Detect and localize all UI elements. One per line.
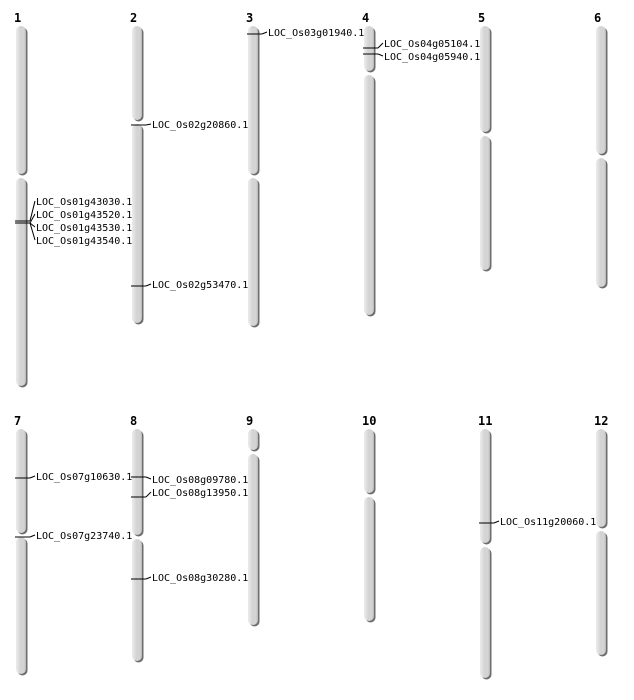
- gene-label: LOC_Os02g53470.1: [152, 280, 249, 291]
- gene-label: LOC_Os01g43530.1: [36, 223, 133, 234]
- gene-label: LOC_Os01g43030.1: [36, 197, 133, 208]
- chromosome-10-p-arm: [364, 429, 374, 493]
- gene-label: LOC_Os04g05940.1: [384, 52, 481, 63]
- chromosome-9-p-arm: [248, 429, 258, 450]
- gene-leader-line: [30, 535, 35, 537]
- chromosome-label-6: 6: [594, 11, 602, 25]
- gene-label: LOC_Os04g05104.1: [384, 39, 481, 50]
- gene-label: LOC_Os08g13950.1: [152, 488, 249, 499]
- chromosome-3-p-arm: [248, 26, 258, 174]
- chromosome-label-9: 9: [246, 414, 254, 428]
- chromosome-label-4: 4: [362, 11, 370, 25]
- chromosome-label-3: 3: [246, 11, 254, 25]
- chromosome-label-12: 12: [594, 414, 609, 428]
- chromosome-6-p-arm: [596, 26, 606, 154]
- chromosome-3-q-arm: [248, 178, 258, 326]
- gene-leader-line: [146, 492, 151, 497]
- gene-leader-line: [30, 476, 35, 478]
- chromosome-7-q-arm: [16, 537, 26, 674]
- gene-leader-line: [378, 54, 383, 56]
- chromosome-label-5: 5: [478, 11, 486, 25]
- chromosome-9-q-arm: [248, 454, 258, 625]
- chromosome-11-q-arm: [480, 547, 490, 678]
- gene-label: LOC_Os07g23740.1: [36, 531, 133, 542]
- gene-leader-line: [494, 521, 499, 523]
- chromosome-10-q-arm: [364, 497, 374, 621]
- gene-leader-line: [146, 477, 151, 479]
- gene-label: LOC_Os07g10630.1: [36, 472, 133, 483]
- chromosome-12-q-arm: [596, 531, 606, 655]
- chromosome-12-p-arm: [596, 429, 606, 527]
- chromosome-1-p-arm: [16, 26, 26, 174]
- gene-label: LOC_Os01g43520.1: [36, 210, 133, 221]
- gene-label: LOC_Os11g20060.1: [500, 517, 597, 528]
- chromosome-5-p-arm: [480, 26, 490, 132]
- gene-label: LOC_Os02g20860.1: [152, 120, 249, 131]
- gene-label: LOC_Os08g30280.1: [152, 573, 249, 584]
- gene-leader-line: [146, 284, 151, 286]
- chromosome-2-p-arm: [132, 26, 142, 120]
- chromosome-label-8: 8: [130, 414, 138, 428]
- chromosome-6-q-arm: [596, 158, 606, 287]
- chromosome-1-q-arm: [16, 178, 26, 386]
- chromosome-label-1: 1: [14, 11, 22, 25]
- gene-leader-line: [262, 32, 267, 34]
- chromosome-5-q-arm: [480, 136, 490, 270]
- chromosome-2-q-arm: [132, 124, 142, 323]
- chromosome-label-10: 10: [362, 414, 377, 428]
- gene-leader-line: [146, 577, 151, 579]
- chromosome-label-11: 11: [478, 414, 493, 428]
- chromosome-4-q-arm: [364, 75, 374, 315]
- chromosome-label-2: 2: [130, 11, 138, 25]
- gene-leader-line: [378, 43, 383, 48]
- chromosome-7-p-arm: [16, 429, 26, 533]
- chromosome-8-q-arm: [132, 539, 142, 661]
- chromosome-11-p-arm: [480, 429, 490, 543]
- gene-label: LOC_Os08g09780.1: [152, 475, 249, 486]
- gene-leader-line: [146, 124, 151, 125]
- gene-label: LOC_Os01g43540.1: [36, 236, 133, 247]
- chromosome-label-7: 7: [14, 414, 22, 428]
- chromosome-8-p-arm: [132, 429, 142, 535]
- gene-label: LOC_Os03g01940.1: [268, 28, 365, 39]
